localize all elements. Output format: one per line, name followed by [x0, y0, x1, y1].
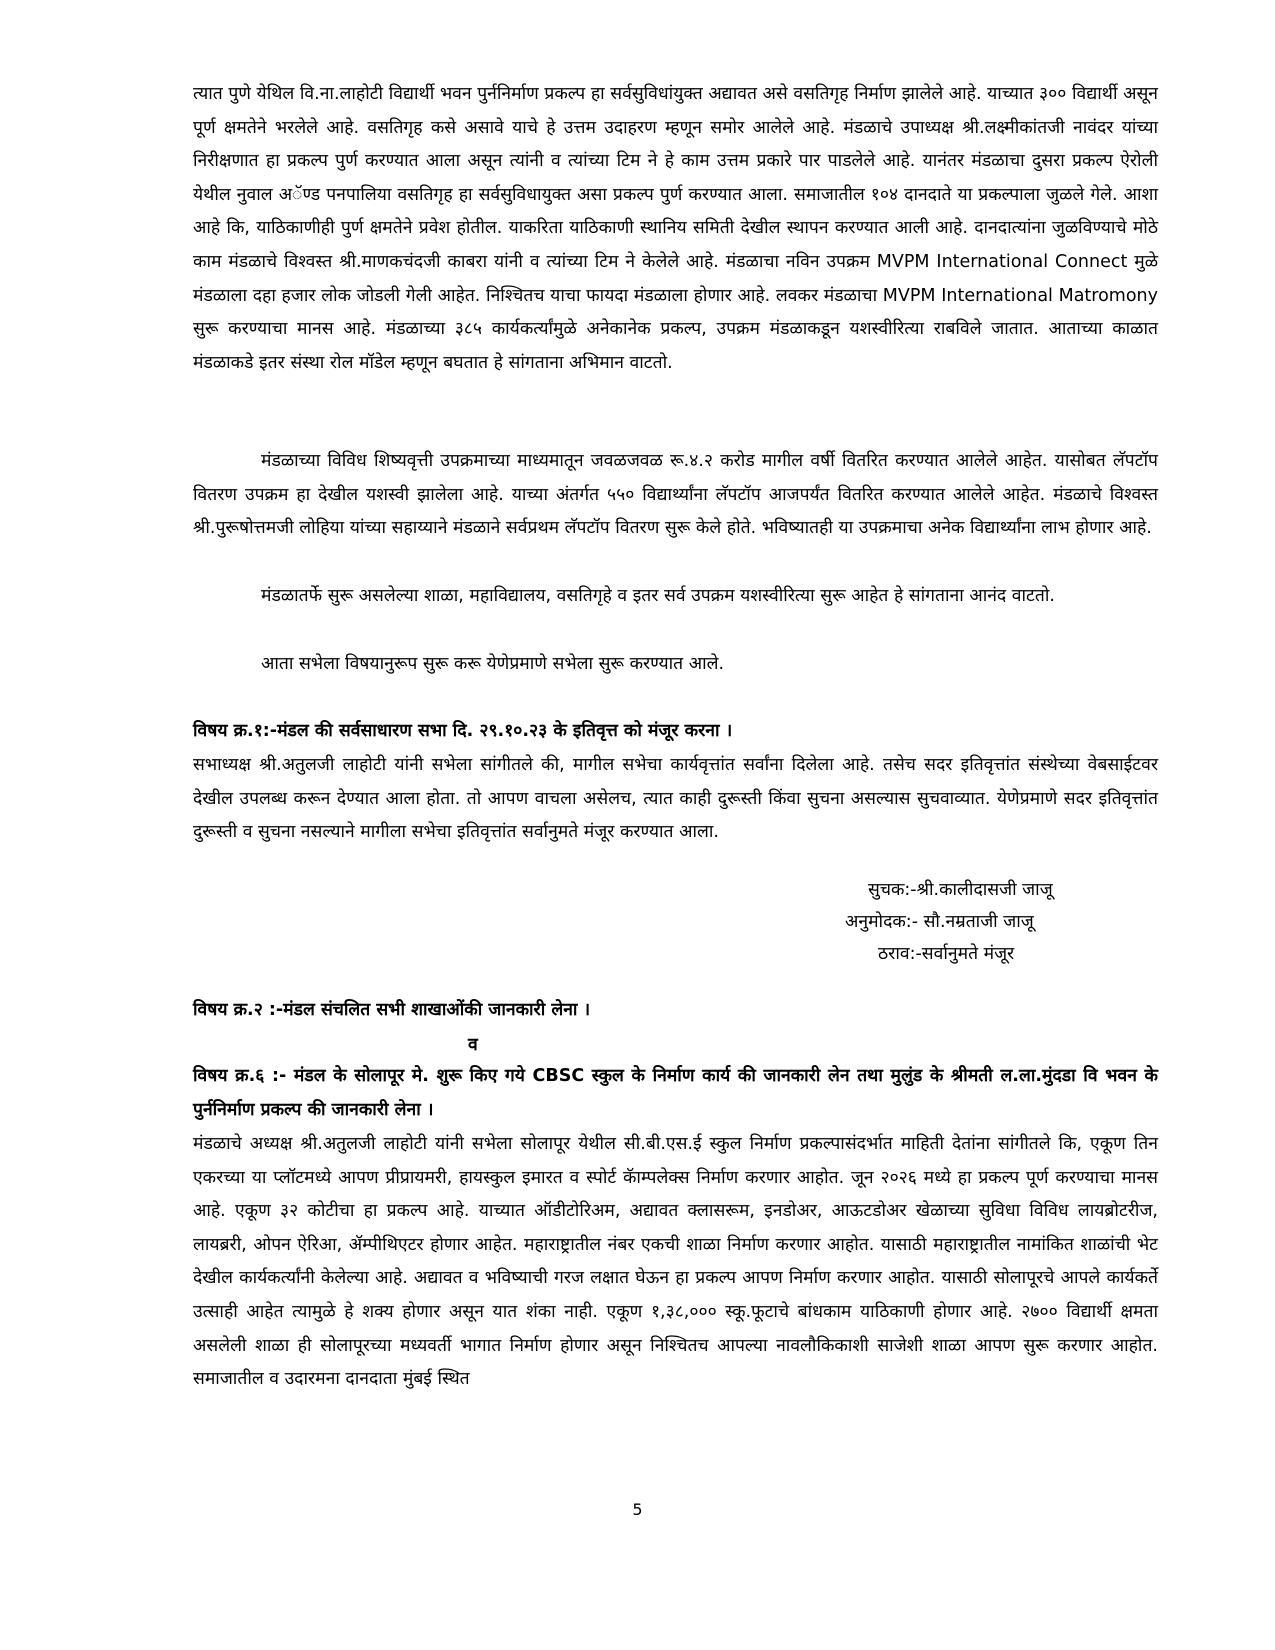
subject-1-heading: विषय क्र.१:-मंडल की सर्वसाधारण सभा दि. २९.१०.२३ के इतिवृत्त को मंजूर करना । [193, 721, 733, 741]
subject-6-heading: विषय क्र.६ :- मंडल के सोलापूर मे. शुरू किए गये CBSC स्कुल के निर्माण कार्य की जानकारी लेन तथा मुलुंड के श्रीमती ल.ला.मुंदडा वि भवन के पुर्ननिर्माण प्रकल्प की जानकारी लेना । [193, 1066, 1158, 1120]
proposer-line: सुचक:-श्री.कालीदासजी जाजू [868, 880, 1053, 900]
subject-1-text: सभाध्यक्ष श्री.अतुलजी लाहोटी यांनी सभेला सांगीतले की, मागील सभेचा कार्यवृत्तांत सर्वांना दिलेला आहे. तसेच सदर इतिवृत्तांत संस्थेच्या वेबसाईटवर देखील उपलब्ध करून देण्यात आला होता. तो आपण वाचला असेलच, त्यात काही दुरूस्ती किंवा सुचना असल्यास सुचवाव्यात. येणेप्रमाणे सदर इतिवृत्तांत दुरूस्ती व सुचना नसल्याने मागीला सभेचा इतिवृत्तांत सर्वानुमते मंजूर करण्यात आला. [193, 755, 1158, 843]
body-paragraph-1: त्यात पुणे येथिल वि.ना.लाहोटी विद्यार्थी भवन पुर्ननिर्माण प्रकल्प हा सर्वसुविधांयुक्त अद्यावत असे वसतिगृह निर्माण झालेले आहे. याच्यात ३०० विद्यार्थी असून पूर्ण क्षमतेने भरलेले आहे. वसतिगृह कसे असावे याचे हे उत्तम उदाहरण म्हणून समोर आलेले आहे. मंडळाचे उपाध्यक्ष श्री.लक्ष्मीकांतजी नावंदर यांच्या निरीक्षणात हा प्रकल्प पुर्ण करण्यात आला असून त्यांनी व त्यांच्या टिम ने हे काम उत्तम प्रकारे पार पाडलेले आहे. यानंतर मंडळाचा दुसरा प्रकल्प ऐरोली येथील नुवाल अॅण्ड पनपालिया वसतिगृह हा सर्वसुविधायुक्त असा प्रकल्प पुर्ण करण्यात आला. समाजातील १०४ दानदाते या प्रकल्पाला जुळले गेले. आशा आहे कि, याठिकाणीही पुर्ण क्षमतेने प्रवेश होतील. याकरिता याठिकाणी स्थानिय समिती देखील स्थापन करण्यात आली आहे. दानदात्यांना जुळविण्याचे मोठे काम मंडळाचे विश्वस्त श्री.माणकचंदजी काबरा यांनी व त्यांच्या टिम ने केलेले आहे. मंडळाचा नविन उपक्रम MVPM International Connect मुळे मंडळाला दहा हजार लोक जोडली गेली आहेत. निश्चितच याचा फायदा मंडळाला होणार आहे. लवकर मंडळाचा MVPM International Matromony सुरू करण्याचा मानस आहे. मंडळाच्या ३८५ कार्यकर्त्यांमुळे अनेकानेक प्रकल्प, उपक्रम मंडळाकडून यशस्वीरित्या राबविले जातात. आताच्या काळात मंडळाकडे इतर संस्था रोल मॉडेल म्हणून बघतात हे सांगताना अभिमान वाटतो. [193, 84, 1158, 373]
body-paragraph-4: आता सभेला विषयानुरूप सुरू करू येणेप्रमाणे सभेला सुरू करण्यात आले. [261, 654, 725, 674]
subject-2-heading: विषय क्र.२ :-मंडल संचलित सभी शाखाओंकी जानकारी लेना । [193, 1000, 591, 1020]
conjunction-text: व [468, 1035, 478, 1055]
seconder-line: अनुमोदक:- सौ.नम्रताजी जाजू [845, 912, 1034, 932]
body-paragraph-2: मंडळाच्या विविध शिष्यवृत्ती उपक्रमाच्या माध्यमातून जवळजवळ रू.४.२ करोड मागील वर्षी वितरित करण्यात आलेले आहेत. यासोबत लॅपटॉप वितरण उपक्रम हा देखील यशस्वी झालेला आहे. याच्या अंतर्गत ५५० विद्यार्थ्यांना लॅपटॉप आजपर्यंत वितरित करण्यात आलेले आहेत. मंडळाचे विश्वस्त श्री.पुरूषोत्तमजी लोहिया यांच्या सहाय्याने मंडळाने सर्वप्रथम लॅपटॉप वितरण सुरू केले होते. भविष्यातही या उपक्रमाचा अनेक विद्यार्थ्यांना लाभ होणार आहे. [193, 451, 1158, 539]
resolution-line: ठराव:-सर्वानुमते मंजूर [878, 944, 1015, 964]
subject-6-text: मंडळाचे अध्यक्ष श्री.अतुलजी लाहोटी यांनी सभेला सोलापूर येथील सी.बी.एस.ई स्कुल निर्माण प्रकल्पासंदर्भात माहिती देतांना सांगीतले कि, एकूण तिन एकरच्या या प्लॉटमध्ये आपण प्रीप्रायमरी, हायस्कुल इमारत व स्पोर्ट कॅाम्पलेक्स निर्माण करणार आहोत. जून २०२६ मध्ये हा प्रकल्प पूर्ण करण्याचा मानस आहे. एकूण ३२ कोटीचा हा प्रकल्प आहे. याच्यात ऑडीटोरिअम, अद्यावत क्लासरूम, इनडोअर, आऊटडोअर खेळाच्या सुविधा विविध लायब्रोटरीज, लायब्ररी, ओपन ऐरिआ, ॲम्पीथिएटर होणार आहेत. महाराष्ट्रातील नंबर एकची शाळा निर्माण करणार आहोत. यासाठी महाराष्ट्रातील नामांकित शाळांची भेट देखील कार्यकर्त्यांनी केलेल्या आहे. अद्यावत व भविष्याची गरज लक्षात घेऊन हा प्रकल्प आपण निर्माण करणार आहोत. यासाठी सोलापूरचे आपले कार्यकर्ते उत्साही आहेत त्यामुळे हे शक्य होणार असून यात शंका नाही. एकूण १,३८,००० स्कू.फूटाचे बांधकाम याठिकाणी होणार आहे. २७०० विद्यार्थी क्षमता असलेली शाळा ही सोलापूरच्या मध्यवर्ती भागात निर्माण होणार असून निश्चितच आपल्या नावलौकिकाशी साजेशी शाळा आपण सुरू करणार आहोत. समाजातील व उदारमना दानदाता मुंबई स्थित [193, 1134, 1158, 1390]
body-paragraph-3: मंडळातर्फे सुरू असलेल्या शाळा, महाविद्यालय, वसतिगृहे व इतर सर्व उपक्रम यशस्वीरित्या सुरू आहेत हे सांगताना आनंद वाटतो. [261, 586, 1055, 606]
page-number: 5 [632, 1500, 643, 1519]
